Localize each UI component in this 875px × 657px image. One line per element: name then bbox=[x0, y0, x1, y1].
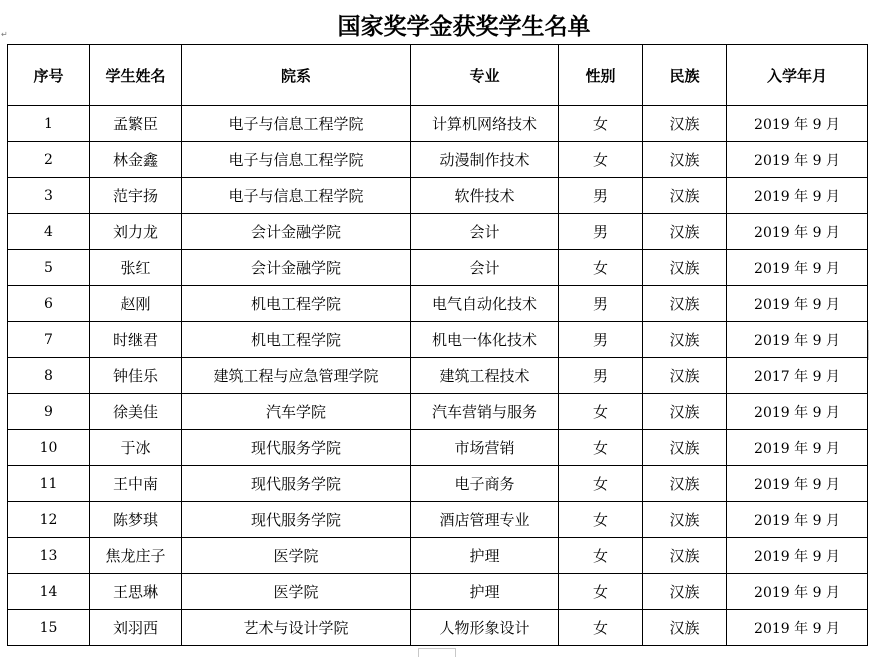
cell-student-name: 时继君 bbox=[90, 322, 182, 358]
cell-ethnicity: 汉族 bbox=[643, 106, 727, 142]
table-row bbox=[8, 538, 868, 574]
cell-major: 动漫制作技术 bbox=[411, 142, 559, 178]
table-row bbox=[8, 142, 868, 178]
cell-student-name: 陈梦琪 bbox=[90, 502, 182, 538]
table-row bbox=[8, 574, 868, 610]
scroll-marker bbox=[868, 330, 875, 360]
cell-ethnicity: 汉族 bbox=[643, 394, 727, 430]
cell-ethnicity: 汉族 bbox=[643, 142, 727, 178]
cell-gender: 女 bbox=[559, 250, 643, 286]
table-row bbox=[8, 430, 868, 466]
cell-department: 电子与信息工程学院 bbox=[182, 106, 411, 142]
cell-gender: 女 bbox=[559, 574, 643, 610]
cell-index: 1 bbox=[8, 106, 90, 142]
table-row bbox=[8, 286, 868, 322]
cell-index: 15 bbox=[8, 610, 90, 646]
cell-enrollment-date: 2019 年 9 月 bbox=[727, 214, 868, 250]
cell-index: 12 bbox=[8, 502, 90, 538]
cell-student-name: 孟繁臣 bbox=[90, 106, 182, 142]
cell-index: 9 bbox=[8, 394, 90, 430]
cell-enrollment-date: 2019 年 9 月 bbox=[727, 574, 868, 610]
header-row bbox=[8, 45, 868, 106]
cell-student-name: 范宇扬 bbox=[90, 178, 182, 214]
cell-ethnicity: 汉族 bbox=[643, 610, 727, 646]
header-gender: 性别 bbox=[559, 45, 643, 106]
table-row bbox=[8, 466, 868, 502]
cell-student-name: 钟佳乐 bbox=[90, 358, 182, 394]
table-row bbox=[8, 358, 868, 394]
header-student-name: 学生姓名 bbox=[90, 45, 182, 106]
cell-enrollment-date: 2019 年 9 月 bbox=[727, 250, 868, 286]
cell-gender: 男 bbox=[559, 178, 643, 214]
cell-student-name: 王中南 bbox=[90, 466, 182, 502]
cell-department: 电子与信息工程学院 bbox=[182, 178, 411, 214]
cell-department: 医学院 bbox=[182, 538, 411, 574]
cell-gender: 女 bbox=[559, 106, 643, 142]
cell-index: 10 bbox=[8, 430, 90, 466]
cell-gender: 男 bbox=[559, 286, 643, 322]
cell-enrollment-date: 2019 年 9 月 bbox=[727, 106, 868, 142]
cell-index: 11 bbox=[8, 466, 90, 502]
cell-enrollment-date: 2019 年 9 月 bbox=[727, 178, 868, 214]
table-body bbox=[8, 106, 868, 646]
cell-major: 市场营销 bbox=[411, 430, 559, 466]
cell-major: 机电一体化技术 bbox=[411, 322, 559, 358]
cell-major: 会计 bbox=[411, 250, 559, 286]
cell-ethnicity: 汉族 bbox=[643, 430, 727, 466]
cell-gender: 男 bbox=[559, 358, 643, 394]
cell-gender: 女 bbox=[559, 538, 643, 574]
cell-index: 2 bbox=[8, 142, 90, 178]
cell-enrollment-date: 2019 年 9 月 bbox=[727, 466, 868, 502]
cell-index: 6 bbox=[8, 286, 90, 322]
cell-enrollment-date: 2019 年 9 月 bbox=[727, 538, 868, 574]
cell-enrollment-date: 2019 年 9 月 bbox=[727, 322, 868, 358]
cell-major: 建筑工程技术 bbox=[411, 358, 559, 394]
cell-major: 护理 bbox=[411, 574, 559, 610]
cell-index: 13 bbox=[8, 538, 90, 574]
cell-gender: 男 bbox=[559, 322, 643, 358]
cell-student-name: 林金鑫 bbox=[90, 142, 182, 178]
cell-student-name: 张红 bbox=[90, 250, 182, 286]
cell-department: 现代服务学院 bbox=[182, 466, 411, 502]
cell-student-name: 刘羽西 bbox=[90, 610, 182, 646]
cell-department: 机电工程学院 bbox=[182, 322, 411, 358]
cell-index: 4 bbox=[8, 214, 90, 250]
cell-student-name: 王思琳 bbox=[90, 574, 182, 610]
cell-ethnicity: 汉族 bbox=[643, 322, 727, 358]
cell-student-name: 赵刚 bbox=[90, 286, 182, 322]
table-row bbox=[8, 502, 868, 538]
cell-major: 酒店管理专业 bbox=[411, 502, 559, 538]
header-index: 序号 bbox=[8, 45, 90, 106]
cell-ethnicity: 汉族 bbox=[643, 250, 727, 286]
cell-enrollment-date: 2017 年 9 月 bbox=[727, 358, 868, 394]
table-row bbox=[8, 214, 868, 250]
table-row bbox=[8, 178, 868, 214]
table-row bbox=[8, 322, 868, 358]
cell-student-name: 焦龙庄子 bbox=[90, 538, 182, 574]
cell-enrollment-date: 2019 年 9 月 bbox=[727, 610, 868, 646]
cell-ethnicity: 汉族 bbox=[643, 466, 727, 502]
table-header bbox=[8, 45, 868, 106]
cell-department: 现代服务学院 bbox=[182, 430, 411, 466]
cell-gender: 女 bbox=[559, 610, 643, 646]
cell-department: 电子与信息工程学院 bbox=[182, 142, 411, 178]
cell-major: 电气自动化技术 bbox=[411, 286, 559, 322]
cell-ethnicity: 汉族 bbox=[643, 286, 727, 322]
cell-enrollment-date: 2019 年 9 月 bbox=[727, 430, 868, 466]
cell-ethnicity: 汉族 bbox=[643, 178, 727, 214]
cell-major: 计算机网络技术 bbox=[411, 106, 559, 142]
paragraph-mark-icon: ↵ bbox=[1, 30, 8, 39]
cell-major: 电子商务 bbox=[411, 466, 559, 502]
cell-major: 护理 bbox=[411, 538, 559, 574]
cell-gender: 女 bbox=[559, 142, 643, 178]
table-row bbox=[8, 610, 868, 646]
cell-ethnicity: 汉族 bbox=[643, 358, 727, 394]
cell-gender: 女 bbox=[559, 502, 643, 538]
cell-department: 汽车学院 bbox=[182, 394, 411, 430]
page-title: 国家奖学金获奖学生名单 bbox=[337, 13, 591, 40]
cell-gender: 女 bbox=[559, 430, 643, 466]
cell-ethnicity: 汉族 bbox=[643, 538, 727, 574]
cell-major: 软件技术 bbox=[411, 178, 559, 214]
cell-index: 7 bbox=[8, 322, 90, 358]
cell-student-name: 徐美佳 bbox=[90, 394, 182, 430]
winners-table bbox=[7, 44, 868, 646]
cell-department: 会计金融学院 bbox=[182, 250, 411, 286]
cell-student-name: 于冰 bbox=[90, 430, 182, 466]
table-row bbox=[8, 394, 868, 430]
cell-gender: 女 bbox=[559, 394, 643, 430]
cell-enrollment-date: 2019 年 9 月 bbox=[727, 502, 868, 538]
cell-department: 机电工程学院 bbox=[182, 286, 411, 322]
cell-department: 现代服务学院 bbox=[182, 502, 411, 538]
cell-department: 建筑工程与应急管理学院 bbox=[182, 358, 411, 394]
cell-ethnicity: 汉族 bbox=[643, 502, 727, 538]
table-row bbox=[8, 250, 868, 286]
cell-enrollment-date: 2019 年 9 月 bbox=[727, 142, 868, 178]
cell-index: 14 bbox=[8, 574, 90, 610]
cell-gender: 女 bbox=[559, 466, 643, 502]
cell-enrollment-date: 2019 年 9 月 bbox=[727, 394, 868, 430]
cell-student-name: 刘力龙 bbox=[90, 214, 182, 250]
cell-major: 会计 bbox=[411, 214, 559, 250]
cell-gender: 男 bbox=[559, 214, 643, 250]
cell-major: 汽车营销与服务 bbox=[411, 394, 559, 430]
cell-department: 会计金融学院 bbox=[182, 214, 411, 250]
cell-ethnicity: 汉族 bbox=[643, 574, 727, 610]
header-enrollment-date: 入学年月 bbox=[727, 45, 868, 106]
cell-ethnicity: 汉族 bbox=[643, 214, 727, 250]
header-department: 院系 bbox=[182, 45, 411, 106]
cell-index: 5 bbox=[8, 250, 90, 286]
cell-index: 3 bbox=[8, 178, 90, 214]
table-row bbox=[8, 106, 868, 142]
cell-department: 医学院 bbox=[182, 574, 411, 610]
cell-major: 人物形象设计 bbox=[411, 610, 559, 646]
cell-department: 艺术与设计学院 bbox=[182, 610, 411, 646]
header-major: 专业 bbox=[411, 45, 559, 106]
cell-enrollment-date: 2019 年 9 月 bbox=[727, 286, 868, 322]
cell-index: 8 bbox=[8, 358, 90, 394]
header-ethnicity: 民族 bbox=[643, 45, 727, 106]
